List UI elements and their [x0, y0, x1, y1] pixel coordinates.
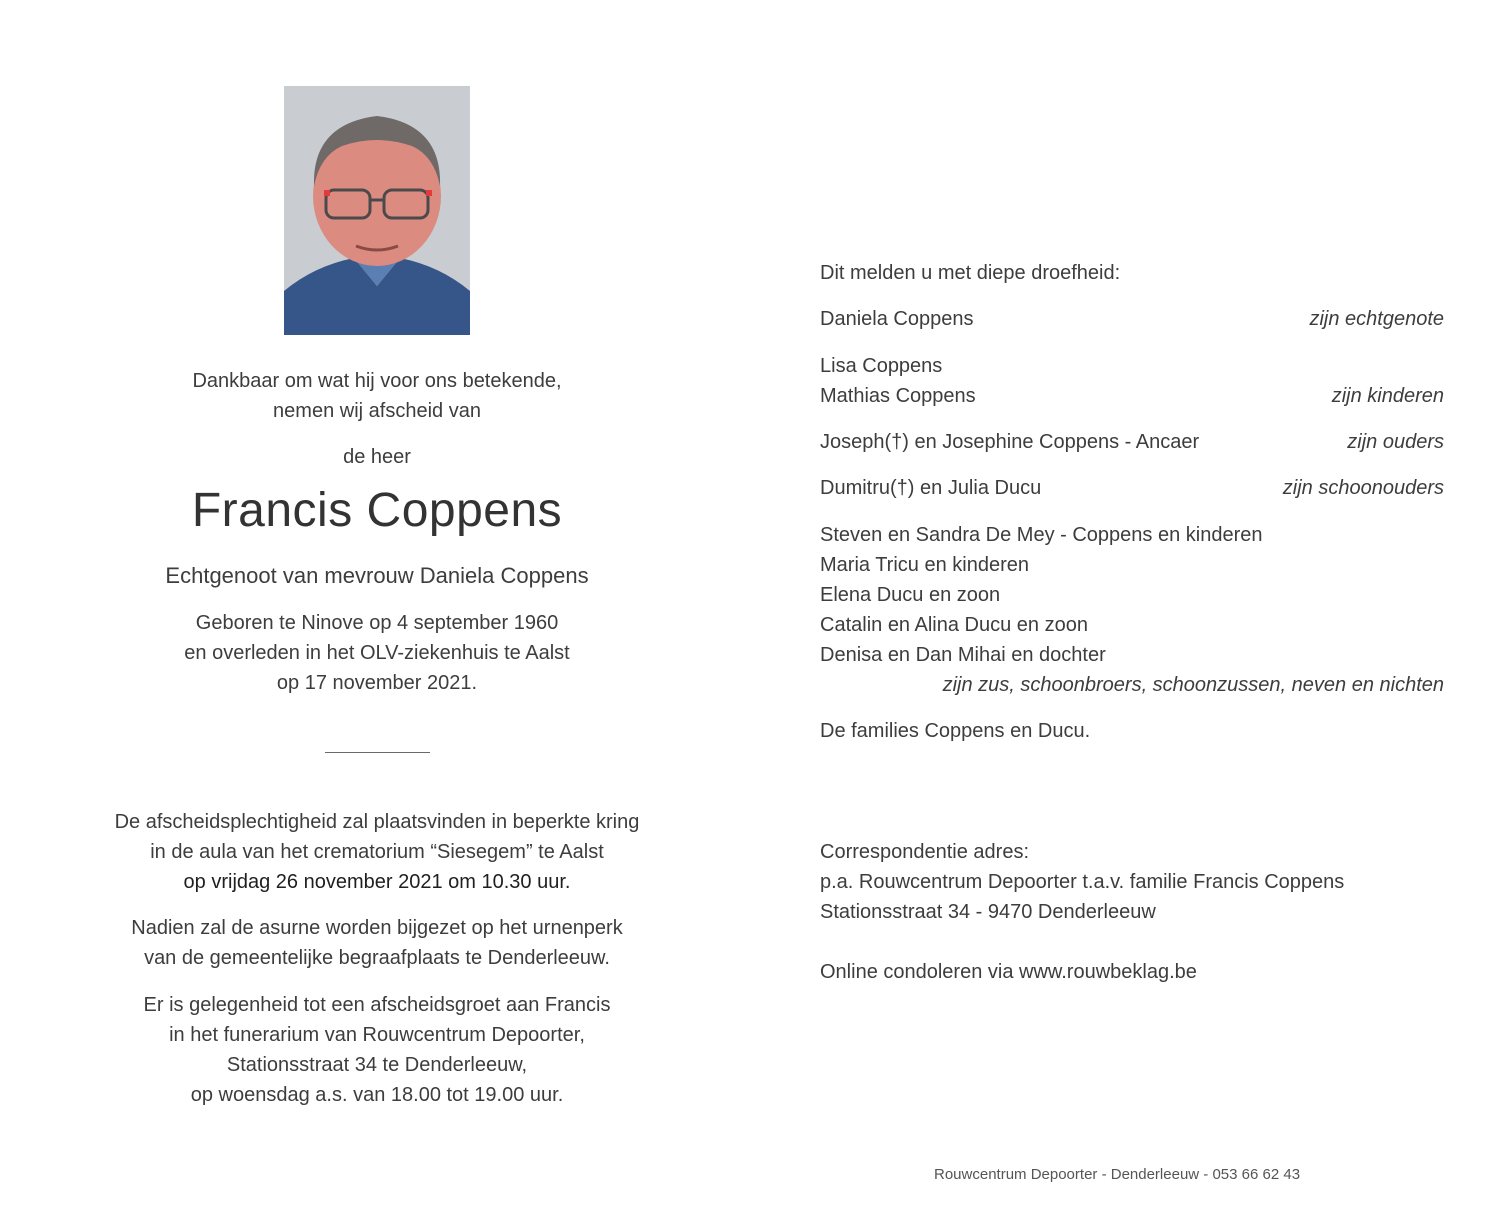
- sibling-line: Elena Ducu en zoon: [820, 584, 1001, 606]
- died-line: en overleden in het OLV-ziekenhuis te Aalst: [184, 642, 570, 664]
- correspondence-line-1: p.a. Rouwcentrum Depoorter t.a.v. familie Francis Coppens: [820, 871, 1345, 893]
- sibling-line: Catalin en Alina Ducu en zoon: [820, 614, 1088, 636]
- ceremony-date: op vrijdag 26 november 2021 om 10.30 uur.: [183, 871, 571, 893]
- portrait-icon: [284, 86, 470, 335]
- footer-contact: Rouwcentrum Depoorter - Denderleeuw - 053 66 62 43: [934, 1166, 1301, 1183]
- urn-line-2: van de gemeentelijke begraafplaats te Denderleeuw.: [144, 947, 610, 969]
- intro-line-1: Dankbaar om wat hij voor ons betekende,: [192, 370, 562, 392]
- online-condolence-link[interactable]: Online condoleren via www.rouwbeklag.be: [820, 961, 1197, 983]
- correspondence-label: Correspondentie adres:: [820, 841, 1030, 863]
- deceased-name: Francis Coppens: [191, 484, 563, 537]
- children-relation: zijn kinderen: [1331, 385, 1444, 407]
- child-name: Lisa Coppens: [820, 355, 943, 377]
- ceremony-line-1: De afscheidsplechtigheid zal plaatsvinden in beperkte kring: [114, 811, 640, 833]
- title-prefix: de heer: [343, 446, 411, 468]
- child-name: Mathias Coppens: [820, 385, 976, 407]
- urn-line-1: Nadien zal de asurne worden bijgezet op het urnenperk: [131, 917, 623, 939]
- divider: [325, 752, 430, 753]
- visit-line-2: in het funerarium van Rouwcentrum Depoorter,: [169, 1024, 585, 1046]
- inlaws-names: Dumitru(†) en Julia Ducu: [820, 477, 1042, 499]
- parents-names: Joseph(†) en Josephine Coppens - Ancaer: [820, 431, 1200, 453]
- family-list: [820, 0, 1444, 1214]
- announce-header: Dit melden u met diepe droefheid:: [820, 262, 1121, 284]
- sibling-line: Steven en Sandra De Mey - Coppens en kinderen: [820, 524, 1263, 546]
- visit-line-4: op woensdag a.s. van 18.00 tot 19.00 uur.: [190, 1084, 564, 1106]
- died-date: op 17 november 2021.: [276, 672, 478, 694]
- sibling-line: Maria Tricu en kinderen: [820, 554, 1029, 576]
- portrait-photo: [284, 86, 470, 335]
- sibling-line: Denisa en Dan Mihai en dochter: [820, 644, 1106, 666]
- correspondence-line-2: Stationsstraat 34 - 9470 Denderleeuw: [820, 901, 1156, 923]
- siblings-relation: zijn zus, schoonbroers, schoonzussen, neven en nichten: [942, 674, 1444, 696]
- born-line: Geboren te Ninove op 4 september 1960: [195, 612, 559, 634]
- visit-line-3: Stationsstraat 34 te Denderleeuw,: [226, 1054, 528, 1076]
- visit-line-1: Er is gelegenheid tot een afscheidsgroet aan Francis: [143, 994, 611, 1016]
- spouse-line: Echtgenoot van mevrouw Daniela Coppens: [165, 563, 589, 588]
- spouse-name: Daniela Coppens: [820, 308, 974, 330]
- intro-line-2: nemen wij afscheid van: [273, 400, 481, 422]
- families-line: De families Coppens en Ducu.: [820, 720, 1091, 742]
- ceremony-line-2: in de aula van het crematorium “Siesegem” te Aalst: [150, 841, 604, 863]
- parents-relation: zijn ouders: [1347, 431, 1444, 453]
- inlaws-relation: zijn schoonouders: [1282, 477, 1444, 499]
- spouse-relation: zijn echtgenote: [1309, 308, 1444, 330]
